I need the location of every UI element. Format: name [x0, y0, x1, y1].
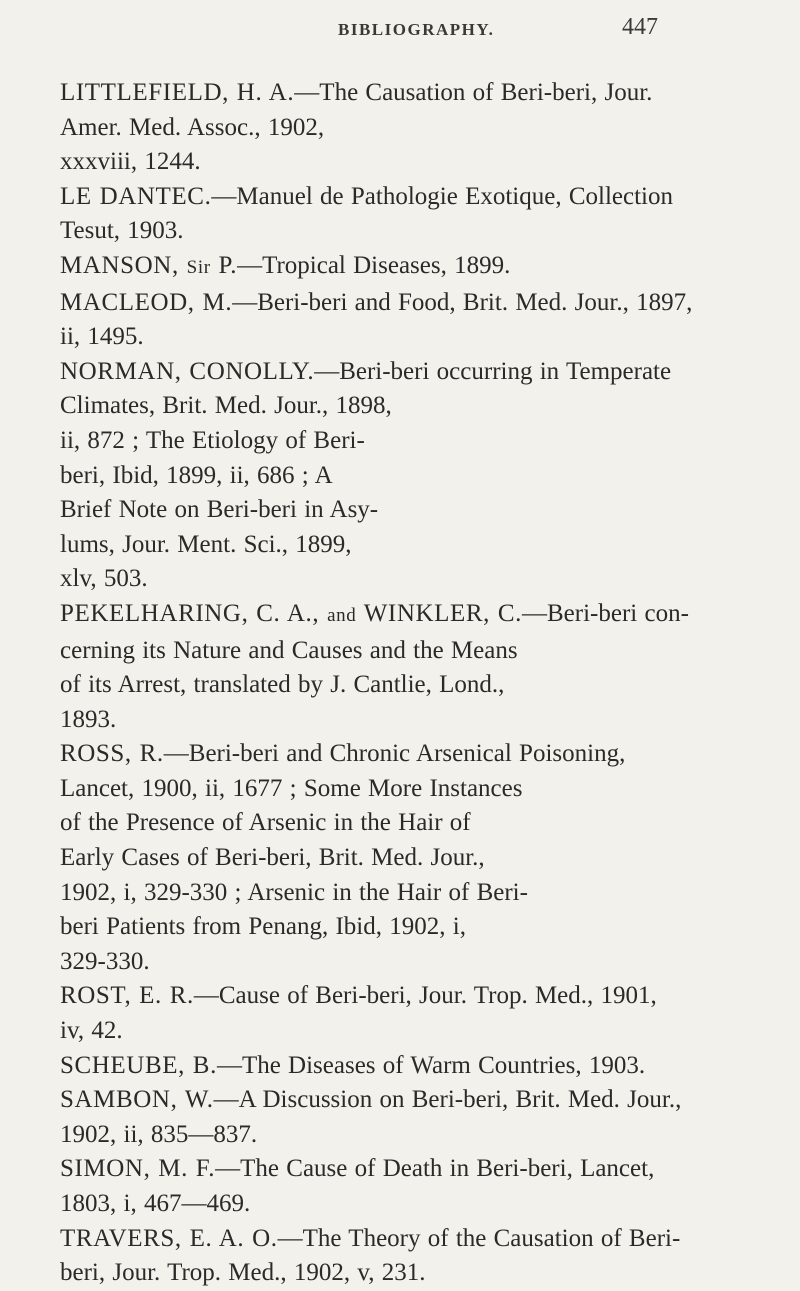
bibliography-entry — [60, 286, 770, 355]
entry-text-line: xxxviii, 1244. — [60, 148, 201, 176]
bibliography-entry — [60, 180, 770, 249]
entry-author-smallcaps: Sir — [186, 256, 211, 278]
bibliography-list — [60, 76, 770, 1291]
entry-text-line: —The Theory of the Causation of Beri- — [277, 1224, 681, 1252]
entry-text-line: —Cause of Beri-beri, Jour. Trop. Med., 1901, — [193, 982, 657, 1010]
entry-text-line: ii, 872 ; The Etiology of Beri- — [60, 426, 365, 454]
entry-text-line: Amer. Med. Assoc., 1902, — [60, 113, 325, 141]
running-head: BIBLIOGRAPHY. — [338, 20, 495, 39]
bibliography-entry — [60, 355, 770, 597]
entry-text-line: Tesut, 1903. — [60, 217, 184, 245]
entry-text-line: —Tropical Diseases, 1899. — [237, 251, 511, 279]
entry-text-line: —Beri-beri con- — [522, 599, 689, 627]
entry-text-line: lums, Jour. Ment. Sci., 1899, — [60, 530, 352, 558]
entry-author-tail: WINKLER, C. — [356, 599, 522, 627]
entry-text-line: —Beri-beri occurring in Temperate — [314, 357, 672, 385]
entry-text-line: —The Diseases of Warm Countries, 1903. — [216, 1051, 646, 1079]
bibliography-entry — [60, 1083, 770, 1152]
entry-text-line: —A Discussion on Beri-beri, Brit. Med. Jour., — [213, 1086, 682, 1114]
entry-text-line: beri Patients from Penang, Ibid, 1902, i, — [60, 913, 466, 941]
entry-text-line: 1803, i, 467—469. — [60, 1190, 251, 1217]
entry-author: ROST, E. R. — [60, 982, 194, 1010]
entry-text-line: 1902, ii, 835—837. — [60, 1120, 258, 1148]
entry-text-line: ii, 1495. — [60, 323, 144, 351]
entry-author-tail: P. — [210, 251, 238, 279]
entry-text-line: Brief Note on Beri-beri in Asy- — [60, 496, 379, 524]
bibliography-entry — [60, 76, 770, 180]
bibliography-entry — [60, 1152, 770, 1221]
entry-author: MANSON, — [60, 251, 187, 279]
entry-text-line: of the Presence of Arsenic in the Hair of — [60, 809, 471, 837]
entry-text-line: beri, Ibid, 1899, ii, 686 ; A — [60, 461, 333, 489]
entry-text-line: Climates, Brit. Med. Jour., 1898, — [60, 392, 392, 420]
entry-author: SCHEUBE, B. — [60, 1051, 217, 1079]
entry-text-line: 329-330. — [60, 947, 150, 975]
entry-text-line: —Manuel de Pathologie Exotique, Collection — [211, 182, 673, 210]
bibliography-entry — [60, 737, 770, 979]
entry-text-line: 1902, i, 329-330 ; Arsenic in the Hair of Beri- — [60, 878, 528, 906]
entry-text-line: —Beri-beri and Chronic Arsenical Poisoning, — [163, 740, 626, 768]
entry-text-line: beri, Jour. Trop. Med., 1902, v, 231. — [60, 1259, 426, 1287]
entry-author: ROSS, R. — [60, 740, 164, 768]
entry-author: LITTLEFIELD, H. A. — [60, 79, 295, 106]
entry-author-smallcaps: and — [327, 604, 357, 626]
entry-author: SIMON, M. F. — [60, 1155, 216, 1183]
entry-text-line: Lancet, 1900, ii, 1677 ; Some More Instances — [60, 774, 523, 802]
entry-text-line: —The Causation of Beri-beri, Jour. — [294, 79, 653, 106]
entry-author: NORMAN, CONOLLY. — [60, 357, 315, 385]
entry-author: TRAVERS, E. A. O. — [60, 1224, 278, 1252]
entry-author: MACLEOD, M. — [60, 288, 233, 316]
entry-text-line: cerning its Nature and Causes and the Means — [60, 636, 518, 664]
entry-text-line: xlv, 503. — [60, 565, 148, 593]
entry-text-line: 1893. — [60, 705, 117, 733]
entry-text-line: —The Cause of Death in Beri-beri, Lancet, — [215, 1155, 655, 1183]
bibliography-entry — [60, 979, 770, 1048]
bibliography-entry — [60, 597, 770, 737]
entry-author: SAMBON, W. — [60, 1086, 214, 1114]
entry-author: LE DANTEC. — [60, 182, 212, 210]
entry-text-line: —Beri-beri and Food, Brit. Med. Jour., 1897, — [232, 288, 693, 316]
page-number: 447 — [622, 14, 658, 40]
bibliography-entry — [60, 1049, 770, 1084]
entry-text-line: of its Arrest, translated by J. Cantlie, Lond., — [60, 671, 505, 699]
entry-author: PEKELHARING, C. A., — [60, 599, 328, 627]
bibliography-entry — [60, 249, 770, 286]
entry-text-line: iv, 42. — [60, 1017, 123, 1045]
bibliography-entry — [60, 1222, 770, 1291]
entry-text-line: Early Cases of Beri-beri, Brit. Med. Jour., — [60, 844, 485, 872]
